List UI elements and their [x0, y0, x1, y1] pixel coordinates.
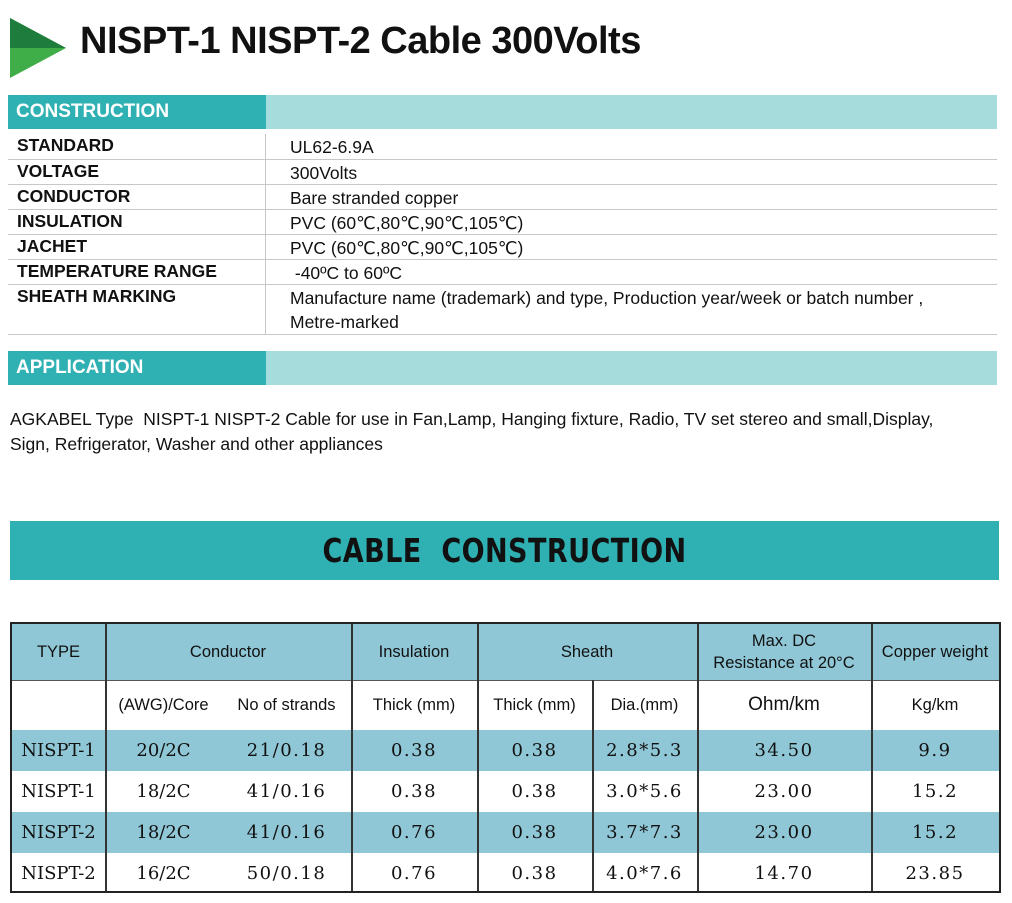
table-grid-line: [105, 624, 107, 891]
cell-insulation-thick: 0.38: [390, 740, 438, 761]
play-arrow-logo-icon: [10, 18, 66, 78]
cell-awg-core: 16/2C: [136, 863, 191, 884]
construction-section-label: CONSTRUCTION: [8, 95, 266, 129]
table-row: [12, 812, 999, 853]
subheader-resistance-unit: Ohm/km: [697, 680, 871, 730]
cell-insulation-thick: 0.76: [390, 822, 438, 843]
cell-type: NISPT-2: [21, 863, 96, 884]
spec-row-temperature-range: [8, 260, 997, 285]
spec-value: PVC (60℃,80℃,90℃,105℃): [290, 213, 524, 233]
table-grid-line: [12, 680, 999, 681]
table-grid-line: [871, 624, 873, 891]
cell-strands: 21/0.18: [246, 740, 327, 761]
subheader-sheath-dia: Dia.(mm): [592, 680, 697, 730]
subheader-strands: No of strands: [222, 680, 351, 730]
cell-type: NISPT-1: [21, 740, 96, 761]
spec-row-voltage: [8, 160, 997, 185]
spec-row-sheath-marking: [8, 285, 997, 335]
table-grid-line: [477, 624, 479, 891]
spec-key: SHEATH MARKING: [17, 286, 177, 306]
table-row: [12, 730, 999, 771]
spec-row-standard: [8, 134, 997, 160]
header-conductor: Conductor: [105, 624, 351, 680]
spec-key: VOLTAGE: [17, 161, 99, 181]
cell-sheath-thick: 0.38: [511, 822, 558, 843]
header-resistance-line: Resistance at 20°C: [713, 654, 855, 672]
cell-sheath-dia: 2.8*5.3: [606, 740, 683, 761]
header-insulation: Insulation: [351, 624, 477, 680]
cell-sheath-dia: 3.0*5.6: [606, 781, 683, 802]
cell-copper-weight: 15.2: [911, 781, 959, 802]
table-grid-line: [592, 680, 594, 891]
cable-construction-title: CABLE CONSTRUCTION: [322, 531, 687, 570]
subheader-weight-unit: Kg/km: [871, 680, 999, 730]
cell-copper-weight: 23.85: [905, 863, 965, 884]
header-resistance: [697, 624, 871, 680]
spec-value: -40ºC to 60ºC: [290, 263, 402, 283]
cell-sheath-dia: 3.7*7.3: [606, 822, 683, 843]
spec-key: CONDUCTOR: [17, 186, 131, 206]
cell-resistance: 23.00: [754, 822, 814, 843]
construction-spec-table: [8, 134, 997, 334]
spec-key: INSULATION: [17, 211, 123, 231]
spec-value: Bare stranded copper: [290, 188, 459, 208]
spec-value: 300Volts: [290, 163, 358, 183]
application-section-bar: [8, 351, 997, 385]
cable-construction-table: [10, 622, 1001, 893]
spec-value: PVC (60℃,80℃,90℃,105℃): [290, 238, 524, 258]
table-grid-line: [697, 624, 699, 891]
cell-resistance: 23.00: [754, 781, 814, 802]
cell-type: NISPT-2: [21, 822, 96, 843]
cell-strands: 50/0.18: [246, 863, 327, 884]
header-resistance-line: Max. DC: [751, 632, 817, 650]
header-sheath: Sheath: [477, 624, 697, 680]
cell-sheath-dia: 4.0*7.6: [606, 863, 683, 884]
table-row: [12, 853, 999, 894]
spec-row-conductor: [8, 185, 997, 210]
cell-strands: 41/0.16: [246, 781, 327, 802]
spec-value-line: Metre-marked: [290, 312, 399, 332]
page-title: NISPT-1 NISPT-2 Cable 300Volts: [80, 20, 641, 62]
cell-awg-core: 18/2C: [136, 822, 191, 843]
cell-sheath-thick: 0.38: [511, 781, 558, 802]
application-description: [10, 407, 1000, 457]
spec-key: TEMPERATURE RANGE: [17, 261, 217, 281]
application-text-line: Sign, Refrigerator, Washer and other appliances: [10, 434, 383, 454]
spec-key: STANDARD: [17, 135, 114, 155]
spec-row-insulation: [8, 210, 997, 235]
spec-value: UL62-6.9A: [290, 137, 374, 157]
header-type: TYPE: [12, 624, 105, 680]
construction-section-bar: [8, 95, 997, 129]
spec-row-jacket: [8, 235, 997, 260]
cell-type: NISPT-1: [21, 781, 96, 802]
cell-strands: 41/0.16: [246, 822, 327, 843]
table-grid-line: [351, 624, 353, 891]
application-section-label: APPLICATION: [8, 351, 266, 385]
spec-value-line: Manufacture name (trademark) and type, Production year/week or batch number ,: [290, 288, 924, 308]
spec-key: JACHET: [17, 236, 88, 256]
cell-copper-weight: 9.9: [918, 740, 952, 761]
table-row: [12, 771, 999, 812]
cell-resistance: 14.70: [754, 863, 814, 884]
cell-insulation-thick: 0.76: [390, 863, 438, 884]
cable-construction-banner: [10, 521, 999, 580]
cell-sheath-thick: 0.38: [511, 863, 558, 884]
application-text-line: AGKABEL Type NISPT-1 NISPT-2 Cable for use in Fan,Lamp, Hanging fixture, Radio, TV set stereo and small,Display,: [10, 409, 934, 429]
cell-awg-core: 18/2C: [136, 781, 191, 802]
cell-awg-core: 20/2C: [136, 740, 191, 761]
cell-copper-weight: 15.2: [911, 822, 959, 843]
subheader-sheath-thick: Thick (mm): [477, 680, 592, 730]
cell-resistance: 34.50: [754, 740, 814, 761]
spec-value: [290, 286, 923, 334]
subheader-awg-core: (AWG)/Core: [105, 680, 222, 730]
header-copper-weight: Copper weight: [871, 624, 999, 680]
cell-sheath-thick: 0.38: [511, 740, 558, 761]
cell-insulation-thick: 0.38: [390, 781, 438, 802]
subheader-type-blank: [12, 680, 105, 730]
subheader-insulation-thick: Thick (mm): [351, 680, 477, 730]
